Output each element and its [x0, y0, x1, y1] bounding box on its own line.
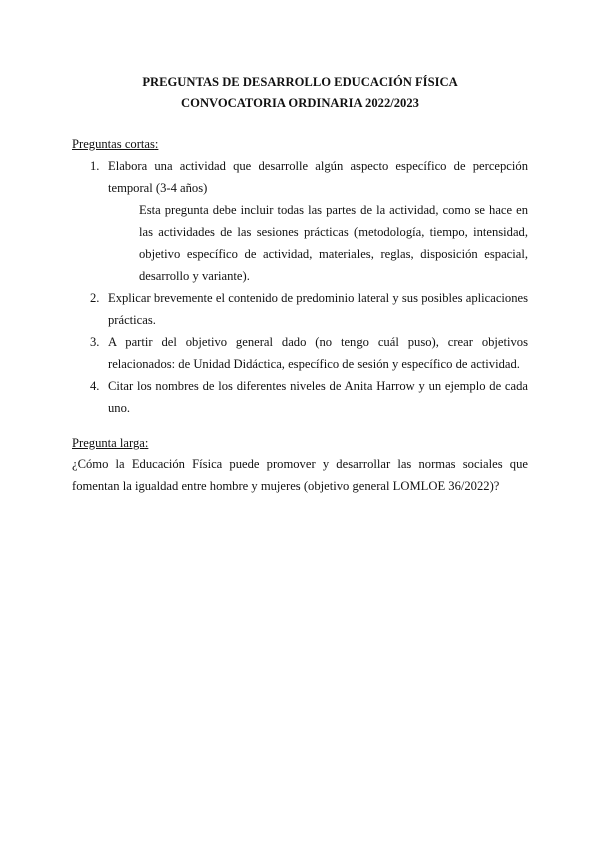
list-item: [72, 287, 528, 331]
long-question-heading: [72, 432, 148, 454]
question-number: 2.: [90, 291, 100, 305]
long-question-heading-colon: :: [144, 436, 149, 450]
question-number: 4.: [90, 379, 100, 393]
question-text: Explicar brevemente el contenido de predominio lateral y sus posibles aplicaciones prácticas.: [108, 291, 528, 327]
question-note: Esta pregunta debe incluir todas las partes de la actividad, como se hace en las actividades de las sesiones prácticas (metodología, tiempo, intensidad, objetivo específico de actividad, materiales, reglas, disposición espacial, desarrollo y variante).: [139, 203, 528, 283]
question-number: 3.: [90, 335, 100, 349]
question-text: A partir del objetivo general dado (no tengo cuál puso), crear objetivos relacionados: de Unidad Didáctica, específico de sesión y específico de actividad.: [108, 335, 528, 371]
short-questions-heading-colon: :: [154, 137, 159, 151]
short-questions-list: [72, 155, 528, 419]
document-subtitle: CONVOCATORIA ORDINARIA 2022/2023: [181, 96, 419, 110]
list-item: [72, 155, 528, 287]
question-text: Elabora una actividad que desarrolle algún aspecto específico de percepción temporal (3-4 años): [108, 159, 528, 195]
short-questions-heading-text: Preguntas cortas: [72, 137, 155, 151]
question-text: Citar los nombres de los diferentes niveles de Anita Harrow y un ejemplo de cada uno.: [108, 379, 528, 415]
long-question-text: ¿Cómo la Educación Física puede promover y desarrollar las normas sociales que fomentan la igualdad entre hombre y mujeres (objetivo general LOMLOE 36/2022)?: [72, 457, 528, 493]
list-item: [72, 375, 528, 419]
short-questions-heading: [72, 133, 158, 155]
list-item: [72, 331, 528, 375]
document-title: PREGUNTAS DE DESARROLLO EDUCACIÓN FÍSICA: [142, 75, 458, 89]
question-number: 1.: [90, 159, 100, 173]
long-question-heading-text: Pregunta larga: [72, 436, 145, 450]
